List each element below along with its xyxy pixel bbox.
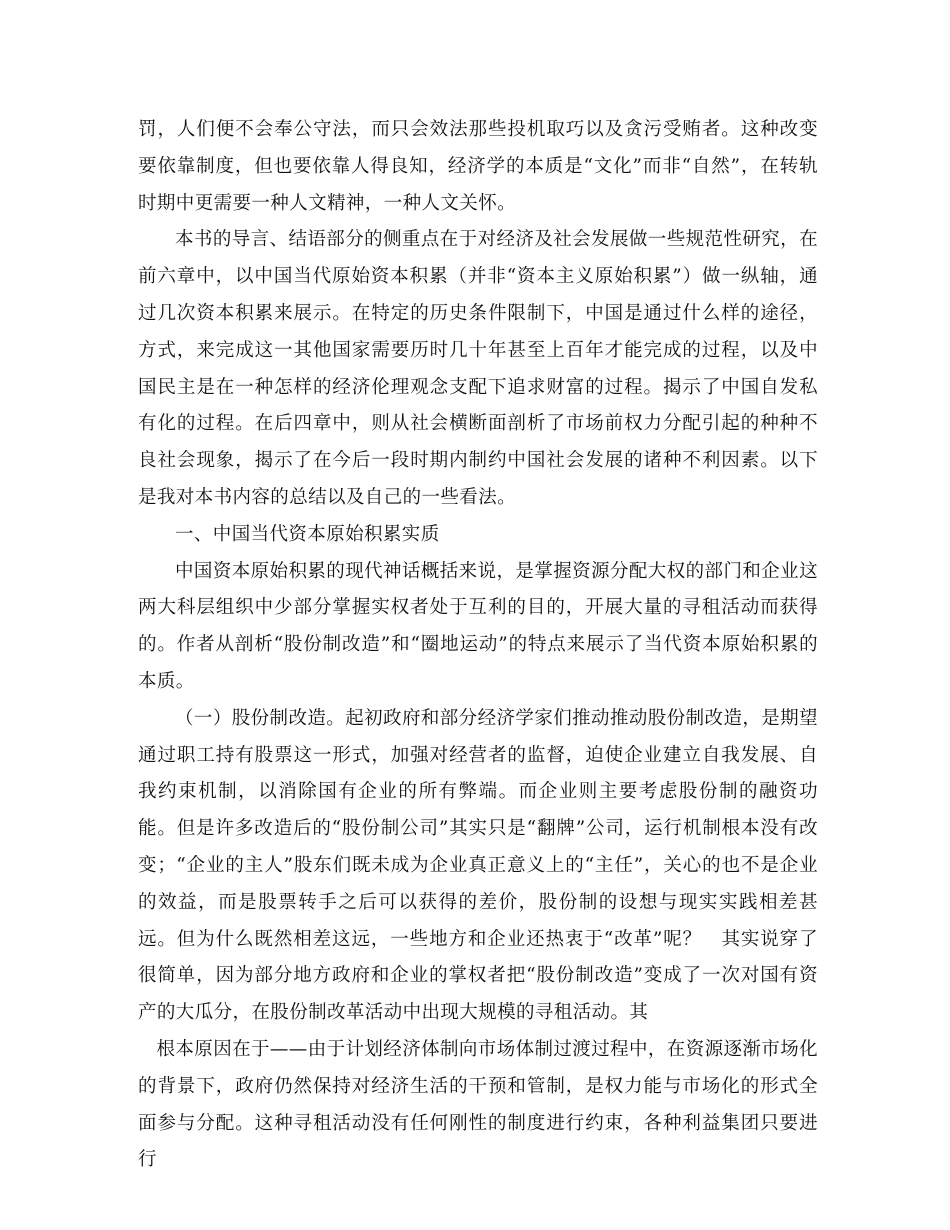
section-heading: 一、中国当代资本原始积累实质 (175, 523, 440, 545)
document-body (138, 112, 818, 1179)
paragraph-root-cause: 根本原因在于——由于计划经济体制向市场体制过渡过程中，在资源逐渐市场化的背景下，政府仍然保持对经济生活的干预和管制，是权力能与市场化的形式全面参与分配。这种寻租活动没有任何刚性的制度进行约束，各种利益集团只要进行 (138, 1038, 819, 1171)
paragraph-section-intro: 中国资本原始积累的现代神话概括来说，是掌握资源分配大权的部门和企业这两大科层组织中少部分掌握实权者处于互利的目的，开展大量的寻租活动而获得的。作者从剖析“股份制改造”和“圈地运动”的特点来展示了当代资本原始积累的本质。 (138, 560, 818, 692)
paragraph-book-structure: 本书的导言、结语部分的侧重点在于对经济及社会发展做一些规范性研究，在前六章中，以中国当代原始资本积累（并非“资本主义原始积累”）做一纵轴，通过几次资本积累来展示。在特定的历史条件限制下，中国是通过什么样的途径，方式，来完成这一其他国家需要历时几十年甚至上百年才能完成的过程，以及中国民主是在一种怎样的经济伦理观念支配下追求财富的过程。揭示了中国自发私有化的过程。在后四章中，则从社会横断面剖析了市场前权力分配引起的种种不良社会现象，揭示了在今后一段时期内制约中国社会发展的诸种不利因素。以下是我对本书内容的总结以及自己的一些看法。 (138, 229, 818, 508)
paragraph-continuation: 罚，人们便不会奉公守法，而只会效法那些投机取巧以及贪污受贿者。这种改变要依靠制度，但也要依靠人得良知，经济学的本质是“文化”而非“自然”，在转轨时期中更需要一种人文精神，一种人文关怀。 (138, 119, 818, 214)
paragraph-shareholding-reform: （一）股份制改造。起初政府和部分经济学家们推动推动股份制改造，是期望通过职工持有股票这一形式，加强对经营者的监督，迫使企业建立自我发展、自我约束机制，以消除国有企业的所有弊端。而企业则主要考虑股份制的融资功能。但是许多改造后的“股份制公司”其实只是“翻牌”公司，运行机制根本没有改变；“企业的主人”股东们既未成为企业真正意义上的“主任”，关心的也不是企业的效益，而是股票转手之后可以获得的差价，股份制的设想与现实实践相差甚远。但为什么既然相差这远，一些地方和企业还热衷于“改革”呢？ 其实说穿了很简单，因为部分地方政府和企业的掌权者把“股份制改造”变成了一次对国有资产的大瓜分，在股份制改革活动中出现大规模的寻租活动。其 (138, 707, 818, 1024)
